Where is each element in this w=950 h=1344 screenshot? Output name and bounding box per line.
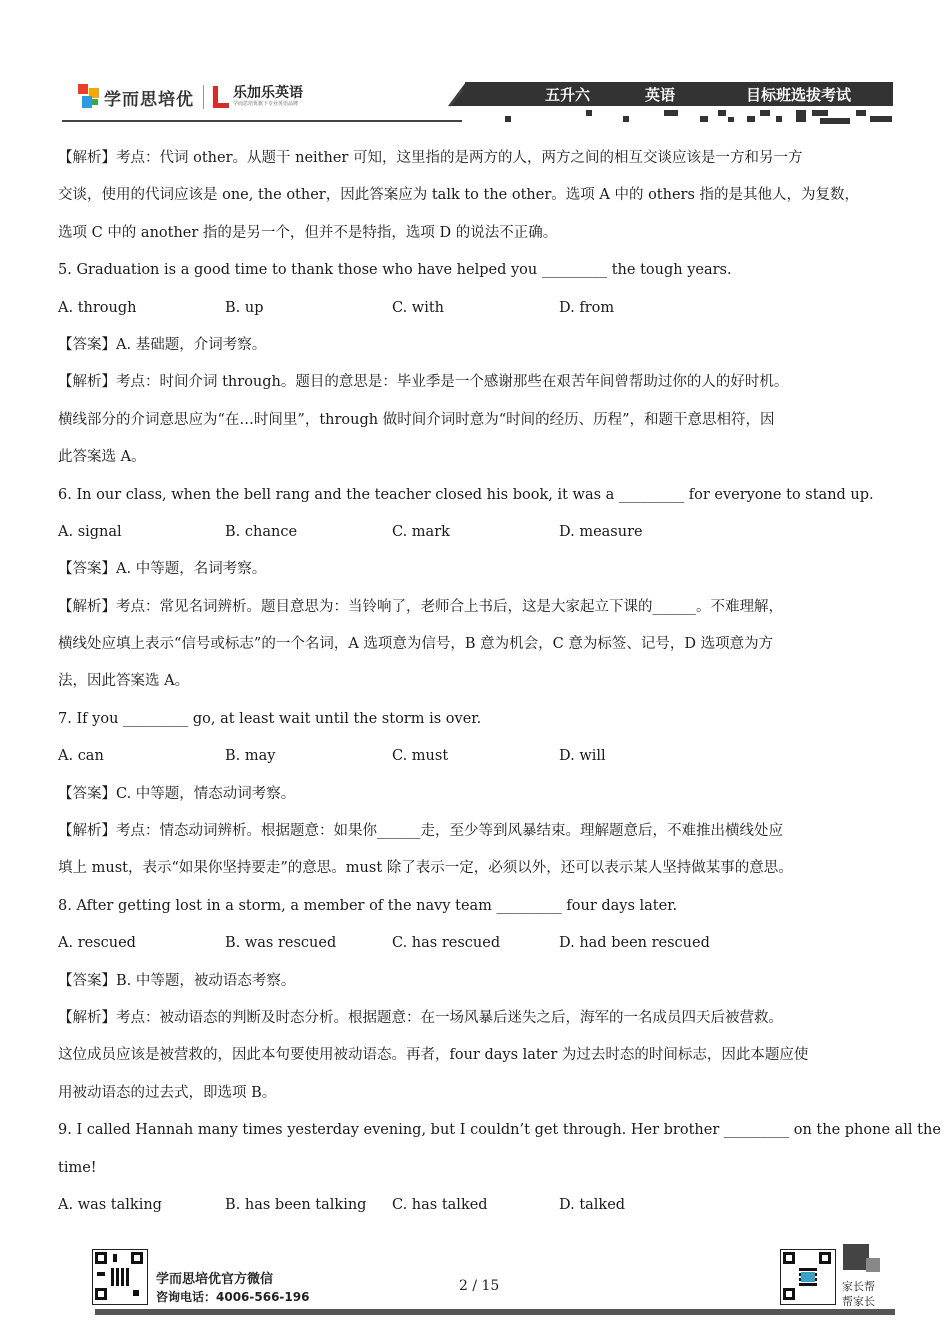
q5-options <box>58 290 893 327</box>
q6-answer: 【答案】A. 中等题，名词考察。 <box>58 561 267 578</box>
q8-answer: 【答案】B. 中等题，被动语态考察。 <box>58 972 296 989</box>
q9-option-b: B. has been talking <box>225 1196 367 1213</box>
brand-name-xueersi: 学而思培优 <box>104 89 194 110</box>
page-number: 2 / 15 <box>459 1278 500 1294</box>
page-footer <box>0 1240 950 1344</box>
q7-option-d: D. will <box>559 748 606 765</box>
q7-analysis-line: 填上 must，表示“如果你坚持要走”的意思。must 除了表示一定，必须以外，还可以表示某人坚持做某事的意思。 <box>58 860 793 877</box>
q9-stem: 9. I called Hannah many times yesterday evening, but I couldn’t get through. Her brother _________ on the phone all the <box>58 1122 941 1139</box>
parent-help-line2: 帮家长 <box>842 1295 875 1308</box>
page-header <box>0 0 950 130</box>
q5-option-d: D. from <box>559 299 615 316</box>
q8-option-d: D. had been rescued <box>559 935 710 952</box>
q6-stem: 6. In our class, when the bell rang and the teacher closed his book, it was a _________ for everyone to stand up. <box>58 486 874 503</box>
parent-help-line1: 家长帮 <box>842 1280 875 1293</box>
brand-tagline: 学而思培优旗下专业英语品牌 <box>233 101 299 107</box>
header-subject: 英语 <box>645 86 676 104</box>
q4-analysis-line: 交谈，使用的代词应该是 one, the other，因此答案应为 talk to the other。选项 A 中的 others 指的是其他人，为复数， <box>58 187 860 204</box>
q5-analysis-line: 横线部分的介词意思应为“在…时间里”，through 做时间介词时意为“时间的经历、历程”，和题干意思相符，因 <box>58 411 775 428</box>
q6-analysis-line: 横线处应填上表示“信号或标志”的一个名词，A 选项意为信号，B 意为机会，C 意为标签、记号，D 选项意为方 <box>58 636 774 653</box>
q8-option-c: C. has rescued <box>392 935 501 952</box>
q8-analysis-line: 这位成员应该是被营救的，因此本句要使用被动语态。再者，four days later 为过去时态的时间标志，因此本题应使 <box>58 1047 809 1064</box>
parent-app-qr-code <box>780 1249 836 1305</box>
q8-option-b: B. was rescued <box>225 935 337 952</box>
q7-option-b: B. may <box>225 748 276 765</box>
q4-analysis-line: 【解析】考点：代词 other。从题干 neither 可知，这里指的是两方的人，两方之间的相互交谈应该是一方和另一方 <box>58 150 803 166</box>
q9-option-d: D. talked <box>559 1196 626 1213</box>
brand-logos <box>78 82 303 112</box>
q6-option-b: B. chance <box>225 523 298 540</box>
brand-name-lejiale: 乐加乐英语 <box>233 85 303 101</box>
q9-option-c: C. has talked <box>392 1196 488 1213</box>
q6-analysis-line: 法，因此答案选 A。 <box>58 673 190 690</box>
q5-option-b: B. up <box>225 299 264 316</box>
header-grade: 五升六 <box>545 86 591 104</box>
q5-analysis-line: 此答案选 A。 <box>58 449 146 466</box>
xueersi-logo-icon <box>78 84 100 110</box>
q7-option-c: C. must <box>392 748 449 765</box>
q9-stem-cont: time! <box>58 1159 97 1176</box>
q5-analysis-line: 【解析】考点：时间介词 through。题目的意思是：毕业季是一个感谢那些在艰苦年间曾帮助过你的人的好时机。 <box>58 374 789 391</box>
header-exam-title: 目标班选拔考试 <box>746 86 852 104</box>
q8-option-a: A. rescued <box>58 935 136 952</box>
q5-option-c: C. with <box>392 299 445 316</box>
header-rule <box>62 120 462 122</box>
q8-analysis-line: 用被动语态的过去式，即选项 B。 <box>58 1084 277 1101</box>
q6-option-d: D. measure <box>559 523 643 540</box>
q7-answer: 【答案】C. 中等题，情态动词考察。 <box>58 785 296 802</box>
q6-analysis-line: 【解析】考点：常见名词辨析。题目意思为：当铃响了，老师合上书后，这是大家起立下课的______。不难理解， <box>58 598 783 615</box>
q9-options <box>58 1187 893 1224</box>
q6-options <box>58 514 893 551</box>
wechat-qr-code <box>92 1249 148 1305</box>
q7-stem: 7. If you _________ go, at least wait until the storm is over. <box>58 710 482 727</box>
hotline: 咨询电话：4006-566-196 <box>156 1290 310 1304</box>
q7-analysis-line: 【解析】考点：情态动词辨析。根据题意：如果你______走，至少等到风暴结束。理解题意后，不难推出横线处应 <box>58 823 783 840</box>
q8-analysis-line: 【解析】考点：被动语态的判断及时态分析。根据题意：在一场风暴后迷失之后，海军的一名成员四天后被营救。 <box>58 1009 783 1026</box>
wechat-title: 学而思培优官方微信 <box>156 1272 274 1287</box>
q5-option-a: A. through <box>58 299 137 316</box>
q7-option-a: A. can <box>58 748 104 765</box>
q4-analysis-line: 选项 C 中的 another 指的是另一个，但并不是特指，选项 D 的说法不正确。 <box>58 224 558 241</box>
q5-stem: 5. Graduation is a good time to thank those who have helped you _________ the tough years. <box>58 262 732 279</box>
logo-divider <box>203 85 204 109</box>
footer-rule <box>95 1309 895 1315</box>
q5-answer: 【答案】A. 基础题，介词考察。 <box>58 336 267 353</box>
answer-analysis-content <box>58 140 941 1224</box>
q9-option-a: A. was talking <box>58 1196 162 1213</box>
q7-options <box>58 738 893 775</box>
q8-stem: 8. After getting lost in a storm, a member of the navy team _________ four days later. <box>58 897 678 914</box>
q6-option-a: A. signal <box>58 523 122 540</box>
lejiale-logo-icon <box>213 86 229 108</box>
q8-options <box>58 925 893 962</box>
q6-option-c: C. mark <box>392 523 450 540</box>
